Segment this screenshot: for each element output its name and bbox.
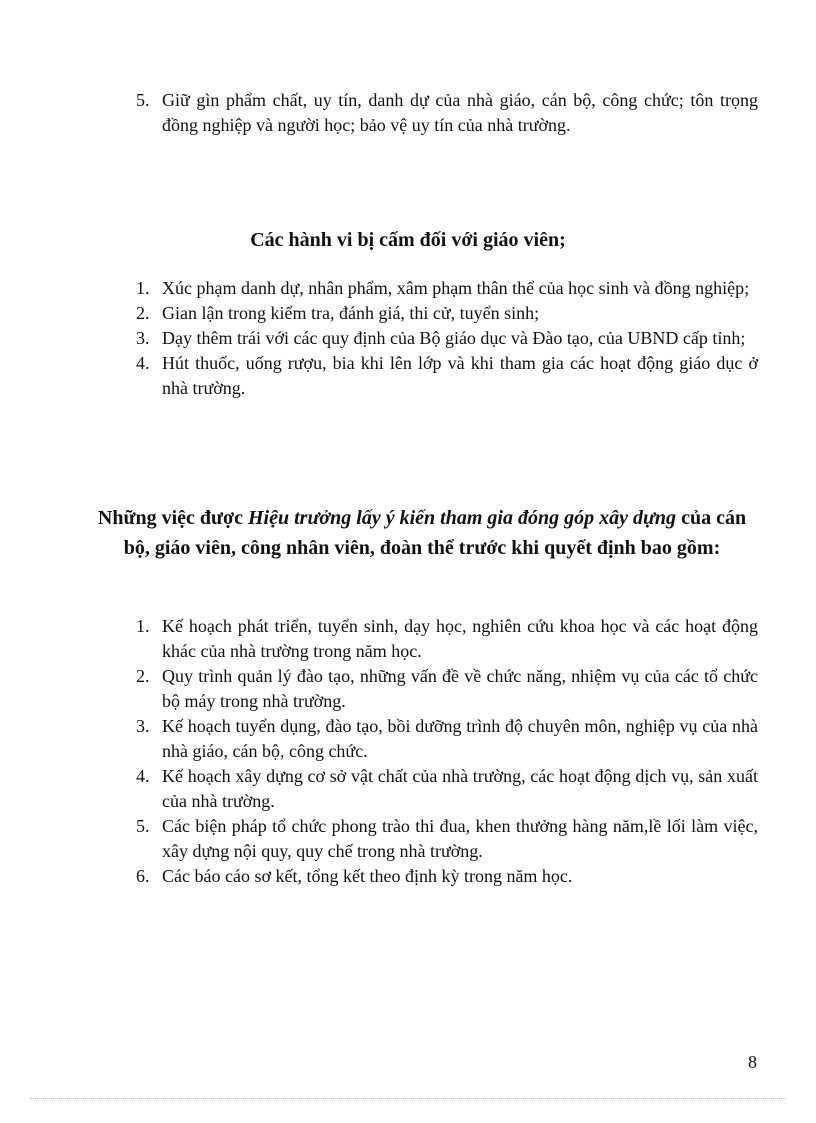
list-item <box>136 664 758 714</box>
list-item-number: 1. <box>136 278 150 298</box>
continued-list <box>136 88 758 138</box>
list-item <box>136 864 758 889</box>
list-item-number: 2. <box>136 303 150 323</box>
list-item-text: Kế hoạch phát triển, tuyển sinh, dạy học, nghiên cứu khoa học và các hoạt động khác của nhà trường trong năm học. <box>162 616 758 661</box>
list-item-number: 1. <box>136 616 150 636</box>
prohibited-list <box>136 276 758 401</box>
list-item-text: Hút thuốc, uống rượu, bia khi lên lớp và khi tham gia các hoạt động giáo dục ở nhà trường. <box>162 353 758 398</box>
list-item-text: Quy trình quản lý đào tạo, những vấn đề về chức năng, nhiệm vụ của các tổ chức bộ máy trong nhà trường. <box>162 666 758 711</box>
list-item-text: Xúc phạm danh dự, nhân phẩm, xâm phạm thân thể của học sinh và đồng nghiệp; <box>162 278 750 298</box>
list-item <box>136 814 758 864</box>
list-item-number: 5. <box>136 90 150 110</box>
section-heading-prohibited: Các hành vi bị cấm đối với giáo viên; <box>250 229 566 251</box>
section-heading-consultation <box>86 503 758 563</box>
list-item-text: Gian lận trong kiểm tra, đánh giá, thi cử, tuyển sinh; <box>162 303 540 323</box>
list-item-number: 2. <box>136 666 150 686</box>
list-item-text: Giữ gìn phẩm chất, uy tín, danh dự của nhà giáo, cán bộ, công chức; tôn trọng đồng nghiệp và người học; bảo vệ uy tín của nhà trường. <box>162 90 758 135</box>
list-item-number: 3. <box>136 328 150 348</box>
list-item <box>136 614 758 664</box>
list-item <box>136 764 758 814</box>
list-item <box>136 326 758 351</box>
page-number: 8 <box>748 1052 757 1072</box>
list-item-number: 4. <box>136 766 150 786</box>
list-item-number: 6. <box>136 866 150 886</box>
list-item <box>136 301 758 326</box>
list-item-number: 4. <box>136 353 150 373</box>
heading-text: Những việc được <box>97 507 248 529</box>
list-item-number: 5. <box>136 816 150 836</box>
list-item-number: 3. <box>136 716 150 736</box>
list-item-text: Các báo cáo sơ kết, tổng kết theo định kỳ trong năm học. <box>162 866 573 886</box>
heading-italic-text: Hiệu trưởng lấy ý kiến tham gia đóng góp xây dựng <box>248 507 677 529</box>
list-item <box>136 276 758 301</box>
list-item <box>136 351 758 401</box>
list-item <box>136 714 758 764</box>
list-item-text: Kế hoạch tuyển dụng, đào tạo, bồi dưỡng trình độ chuyên môn, nghiệp vụ của nhà nhà giáo, cán bộ, công chức. <box>162 716 758 761</box>
list-item-text: Các biện pháp tổ chức phong trào thi đua, khen thưởng hàng năm,lề lối làm việc, xây dựng nội quy, quy chế trong nhà trường. <box>162 816 758 861</box>
page-bottom-divider <box>30 1098 786 1099</box>
list-item <box>136 88 758 138</box>
list-item-text: Dạy thêm trái với các quy định của Bộ giáo dục và Đào tạo, của UBND cấp tỉnh; <box>162 328 746 348</box>
heading-text: của cán bộ, giáo viên, công nhân viên, đoàn thể trước khi quyết định bao gồm: <box>123 507 747 559</box>
list-item-text: Kế hoạch xây dựng cơ sở vật chất của nhà trường, các hoạt động dịch vụ, sản xuất của nhà trường. <box>162 766 758 811</box>
consultation-list <box>136 614 758 889</box>
